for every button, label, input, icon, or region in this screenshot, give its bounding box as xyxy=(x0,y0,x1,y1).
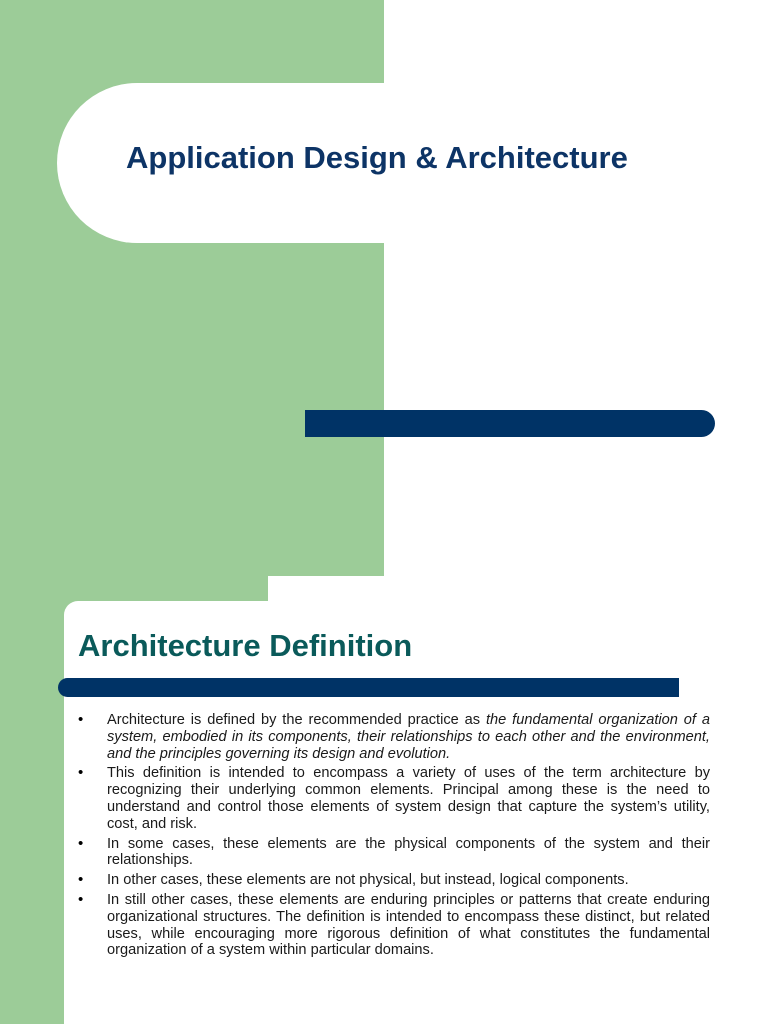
bullet-text: In still other cases, these elements are enduring principles or patterns that create enduring organizational structures. The definition is intended to encompass these distinct, but related uses, while encouraging more rigorous definition of what constitutes the fundamental organization of a system within particular domains. xyxy=(107,891,710,959)
bullet-text-italic: the fundamental organization of a system, embodied in its components, their relationships to each other and the environment, and the principles governing its design and evolution. xyxy=(107,712,710,762)
title-underline-bar xyxy=(58,678,679,697)
bullet-icon: • xyxy=(78,764,84,782)
bullet-icon: • xyxy=(78,711,84,728)
bullet-text: Architecture is defined by the recommended practice as xyxy=(107,712,486,728)
decorative-bar xyxy=(305,410,715,437)
list-item xyxy=(78,892,710,959)
bullet-icon: • xyxy=(78,834,84,852)
list-item xyxy=(78,872,710,889)
list-item xyxy=(78,765,710,832)
bullet-text: In other cases, these elements are not physical, but instead, logical components. xyxy=(107,872,629,889)
bullet-text: In some cases, these elements are the physical components of the system and their relationships. xyxy=(107,835,710,869)
slide-title: Application Design & Architecture xyxy=(126,140,628,175)
list-item xyxy=(78,712,710,762)
bullet-text: This definition is intended to encompass a variety of uses of the term architecture by recognizing their underlying common elements. Principal among these is the need to understand and control those elements of system design that capture the system’s utility, cost, and risk. xyxy=(107,765,710,832)
bullet-icon: • xyxy=(78,890,84,908)
bullet-list xyxy=(78,712,710,962)
list-item xyxy=(78,836,710,870)
bullet-icon: • xyxy=(78,871,84,889)
section-title: Architecture Definition xyxy=(78,628,413,663)
